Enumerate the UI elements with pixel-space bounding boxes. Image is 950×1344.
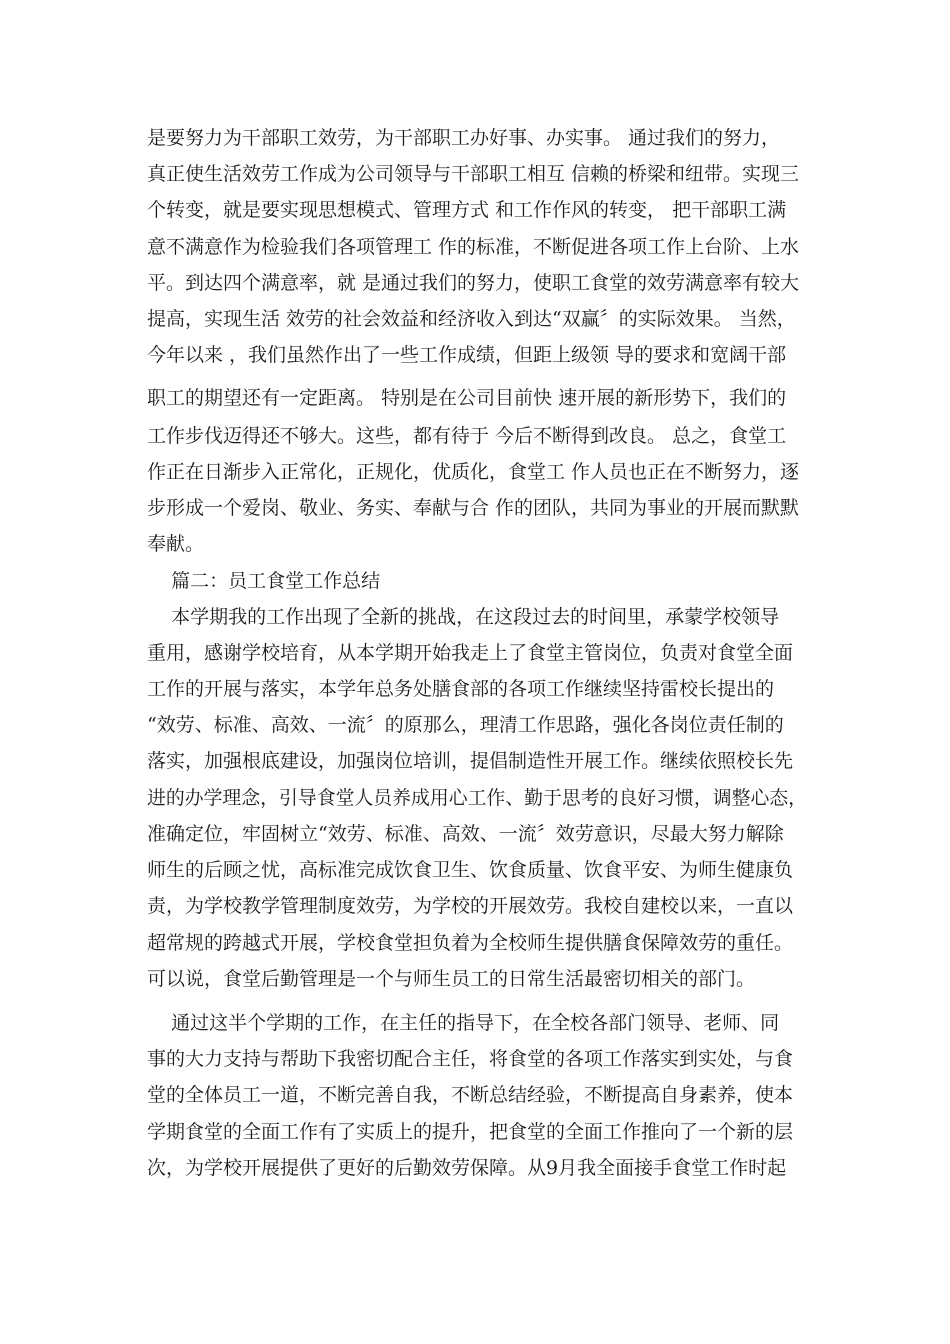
text-line: 平。到达四个满意率，就 是通过我们的努力，使职工食堂的效劳满意率有较大 — [147, 272, 800, 294]
text-line: 超常规的跨越式开展，学校食堂担负着为全校师生提供膳食保障效劳的重任。 — [147, 932, 794, 954]
text-line: 工作步伐迈得还不够大。这些，都有待于 今后不断得到改良。 总之，食堂工 — [147, 425, 787, 447]
text-line: 责，为学校教学管理制度效劳，为学校的开展效劳。我校自建校以来，一直以 — [147, 895, 794, 917]
text-line: 进的办学理念，引导食堂人员养成用心工作、勤于思考的良好习惯，调整心态， — [147, 787, 808, 809]
text-line: 学期食堂的全面工作有了实质上的提升，把食堂的全面工作推向了一个新的层 — [147, 1121, 794, 1143]
text-line: 事的大力支持与帮助下我密切配合主任，将食堂的各项工作落实到实处，与食 — [147, 1048, 794, 1070]
text-line: 提高，实现生活 效劳的社会效益和经济收入到达“双赢〞的实际效果。 当然， — [147, 308, 796, 330]
text-line: 可以说，食堂后勤管理是一个与师生员工的日常生活最密切相关的部门。 — [147, 968, 756, 990]
text-line: 作正在日渐步入正常化，正规化，优质化，食堂工 作人员也正在不断努力，逐 — [147, 461, 800, 483]
text-line: 本学期我的工作出现了全新的挑战，在这段过去的时间里，承蒙学校领导 — [147, 606, 780, 628]
text-line: 步形成一个爱岗、敬业、务实、奉献与合 作的团队，共同为事业的开展而默默 — [147, 497, 800, 519]
text-line: 师生的后顾之忧，高标准完成饮食卫生、饮食质量、饮食平安、为师生健康负 — [147, 859, 794, 881]
text-line: 奉献。 — [147, 533, 205, 555]
text-line: 个转变，就是要实现思想模式、管理方式 和工作作风的转变， 把干部职工满 — [147, 199, 787, 221]
text-line: 堂的全体员工一道，不断完善自我，不断总结经验，不断提高自身素养，使本 — [147, 1084, 794, 1106]
text-line: 工作的开展与落实，本学年总务处膳食部的各项工作继续坚持雷校长提出的 — [147, 678, 775, 700]
text-line: 准确定位，牢固树立“效劳、标准、高效、一流〞效劳意识，尽最大努力解除 — [147, 823, 784, 845]
text-line: 真正使生活效劳工作成为公司领导与干部职工相互 信赖的桥梁和纽带。实现三 — [147, 163, 800, 185]
section-heading: 篇二：员工食堂工作总结 — [147, 570, 381, 592]
text-line: 今年以来 ，我们虽然作出了一些工作成绩，但距上级领 导的要求和宽阔干部 — [147, 344, 787, 366]
text-line: 次，为学校开展提供了更好的后勤效劳保障。从9月我全面接手食堂工作时起 — [147, 1157, 787, 1179]
text-line: 是要努力为干部职工效劳，为干部职工办好事、办实事。 通过我们的努力， — [147, 127, 781, 149]
text-line: 意不满意作为检验我们各项管理工 作的标准，不断促进各项工作上台阶、上水 — [147, 236, 800, 258]
text-line: 落实，加强根底建设，加强岗位培训，提倡制造性开展工作。继续依照校长先 — [147, 750, 794, 772]
text-line: 重用，感谢学校培育，从本学期开始我走上了食堂主管岗位，负责对食堂全面 — [147, 642, 794, 664]
text-line: “效劳、标准、高效、一流〞的原那么，理清工作思路，强化各岗位责任制的 — [147, 714, 784, 736]
text-line: 职工的期望还有一定距离。 特别是在公司目前快 速开展的新形势下，我们的 — [147, 387, 787, 409]
text-line: 通过这半个学期的工作，在主任的指导下，在全校各部门领导、老师、同 — [147, 1012, 780, 1034]
